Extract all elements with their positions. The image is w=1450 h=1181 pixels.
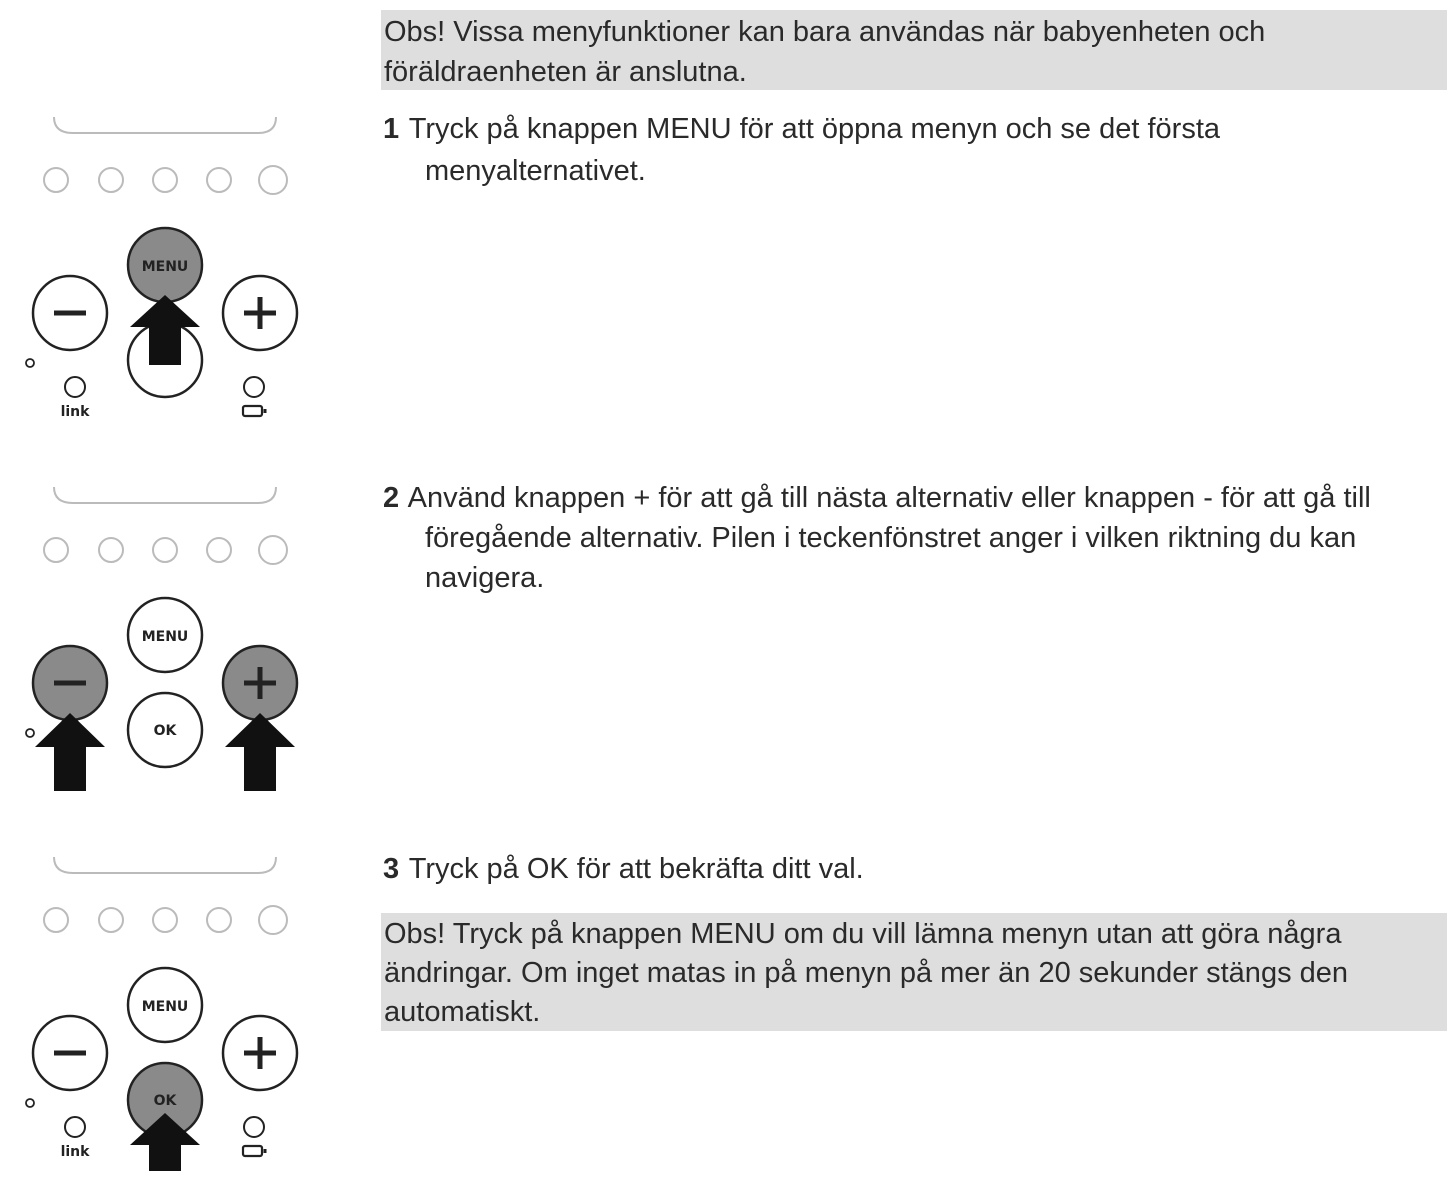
step-text: Tryck på OK för att bekräfta ditt val. bbox=[408, 853, 864, 885]
step-3 bbox=[383, 848, 1443, 890]
ok-button bbox=[128, 693, 202, 767]
press-arrow-right-icon bbox=[225, 713, 295, 791]
menu-button bbox=[128, 968, 202, 1042]
minus-button bbox=[33, 1016, 107, 1090]
plus-button bbox=[223, 1016, 297, 1090]
link-light-icon bbox=[65, 1117, 85, 1137]
ok-button-label: OK bbox=[153, 723, 177, 739]
level-lights-icon bbox=[44, 536, 287, 564]
mic-icon bbox=[26, 359, 34, 367]
plus-button-pressed bbox=[223, 646, 297, 720]
menu-button-label: MENU bbox=[141, 999, 189, 1015]
mic-icon bbox=[26, 729, 34, 737]
press-arrow-left-icon bbox=[35, 713, 105, 791]
display-window-icon bbox=[54, 117, 276, 133]
note-top bbox=[381, 10, 1447, 90]
level-lights-icon bbox=[44, 166, 287, 194]
menu-button-label: MENU bbox=[141, 259, 189, 275]
note-top-text: Obs! Vissa menyfunktioner kan bara användas när babyenheten och föräldraenheten är anslutna. bbox=[384, 16, 1266, 88]
step-2 bbox=[383, 478, 1443, 598]
link-light-icon bbox=[65, 377, 85, 397]
device-illustration-plus-minus bbox=[18, 475, 308, 805]
mic-icon bbox=[26, 1099, 34, 1107]
battery-icon bbox=[243, 406, 265, 416]
battery-icon bbox=[243, 1146, 265, 1156]
step-number: 3 bbox=[383, 853, 400, 885]
link-label: link bbox=[60, 404, 90, 420]
step-number: 1 bbox=[383, 113, 400, 145]
note-bottom bbox=[381, 913, 1447, 1031]
level-lights-icon bbox=[44, 906, 287, 934]
step-text: Använd knappen + för att gå till nästa alternativ eller knappen - för att gå till föregående alternativ. Pilen i teckenfönstret anger i vilken riktning du kan navigera. bbox=[407, 482, 1371, 594]
battery-light-icon bbox=[244, 1117, 264, 1137]
menu-button-label: MENU bbox=[141, 629, 189, 645]
step-number: 2 bbox=[383, 482, 400, 514]
menu-button bbox=[128, 598, 202, 672]
battery-light-icon bbox=[244, 377, 264, 397]
step-text: Tryck på knappen MENU för att öppna menyn och se det första menyalternativet. bbox=[408, 113, 1221, 187]
link-label: link bbox=[60, 1144, 90, 1160]
ok-button-label: OK bbox=[153, 1093, 177, 1109]
minus-button-pressed bbox=[33, 646, 107, 720]
step-1 bbox=[383, 108, 1443, 192]
display-window-icon bbox=[54, 857, 276, 873]
menu-button-pressed bbox=[128, 228, 202, 302]
display-window-icon bbox=[54, 487, 276, 503]
minus-button bbox=[33, 276, 107, 350]
plus-button bbox=[223, 276, 297, 350]
device-illustration-menu bbox=[18, 105, 308, 435]
note-bottom-text: Obs! Tryck på knappen MENU om du vill lämna menyn utan att göra några ändringar. Om inget matas in på menyn på mer än 20 sekunder stängs den automatiskt. bbox=[384, 918, 1349, 1028]
device-illustration-ok bbox=[18, 845, 308, 1175]
